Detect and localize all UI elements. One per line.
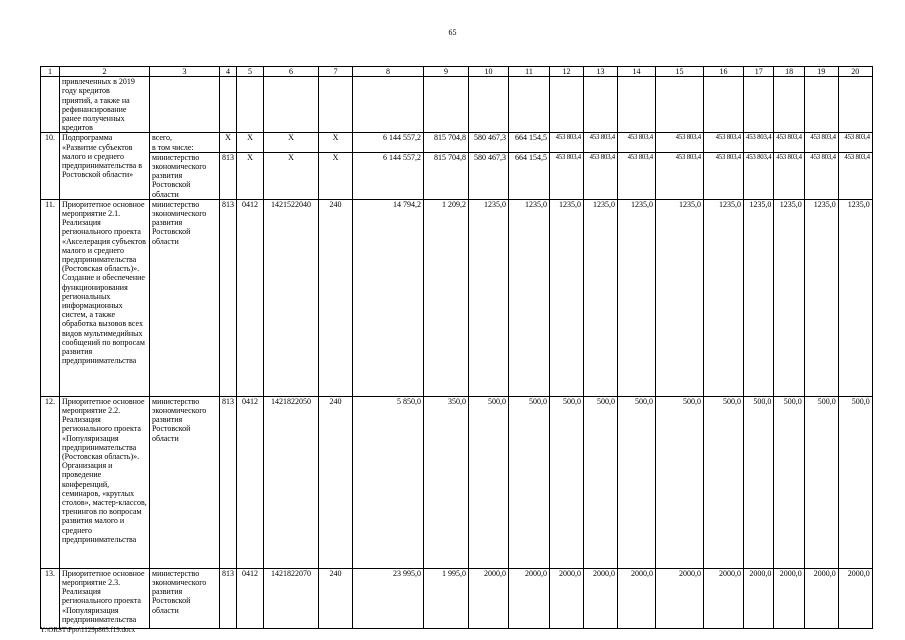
amount-cell: 453 803,4 [704,152,744,199]
column-header: 19 [804,67,838,77]
amount-cell: 1235,0 [618,199,656,396]
code-cell: X [220,133,237,152]
amount-cell: 500,0 [704,396,744,568]
code-cell: 813 [220,199,237,396]
code-cell: X [264,133,319,152]
program-name-cell: Приоритетное основное мероприятие 2.2. Реализация регионального проекта «Популяризация предпринимательства (Ростовская область)». Организация и проведение конференций, семинаров, «круглых столов», мастер-классов, тренингов по вопросам развития малого и среднего предпринимательства [60,396,150,568]
column-header: 12 [550,67,584,77]
table-cell [509,77,550,133]
table-cell [804,77,838,133]
table-cell [584,77,618,133]
code-cell: 240 [319,396,353,568]
amount-cell: 14 794,2 [353,199,424,396]
amount-cell: 1235,0 [838,199,872,396]
column-header: 4 [220,67,237,77]
column-header: 2 [60,67,150,77]
amount-cell: 500,0 [656,396,704,568]
amount-cell: 2000,0 [509,568,550,628]
amount-cell: 2000,0 [838,568,872,628]
amount-cell: 1 209,2 [424,199,469,396]
amount-cell: 1 995,0 [424,568,469,628]
amount-cell: 500,0 [774,396,804,568]
amount-cell: 453 803,4 [744,133,774,152]
amount-cell: 1235,0 [509,199,550,396]
amount-cell: 453 803,4 [550,133,584,152]
code-cell: 240 [319,568,353,628]
code-cell: 813 [220,568,237,628]
amount-cell: 500,0 [584,396,618,568]
code-cell: X [237,133,264,152]
amount-cell: 2000,0 [774,568,804,628]
amount-cell: 350,0 [424,396,469,568]
amount-cell: 664 154,5 [509,152,550,199]
table-cell [656,77,704,133]
amount-cell: 500,0 [509,396,550,568]
table-row [41,568,873,628]
amount-cell: 1235,0 [584,199,618,396]
continuation-row [41,77,873,133]
code-cell: 1421822050 [264,396,319,568]
amount-cell: 453 803,4 [584,133,618,152]
executor-cell: министерство экономического развития Ростовской области [150,152,220,199]
amount-cell: 2000,0 [744,568,774,628]
amount-cell: 453 803,4 [584,152,618,199]
amount-cell: 2000,0 [550,568,584,628]
executor-cell: министерство экономического развития Ростовской области [150,199,220,396]
code-cell: X [264,152,319,199]
table-cell [150,77,220,133]
code-cell: 0412 [237,568,264,628]
column-header: 6 [264,67,319,77]
code-cell: 1421522040 [264,199,319,396]
table-cell [744,77,774,133]
executor-cell: всего, в том числе: [150,133,220,152]
code-cell: X [319,152,353,199]
amount-cell: 453 803,4 [804,133,838,152]
amount-cell: 1235,0 [656,199,704,396]
amount-cell: 500,0 [804,396,838,568]
amount-cell: 453 803,4 [656,133,704,152]
column-header: 16 [704,67,744,77]
executor-cell: министерство экономического развития Ростовской области [150,568,220,628]
amount-cell: 453 803,4 [618,133,656,152]
row-number: 10. [41,133,60,199]
amount-cell: 453 803,4 [618,152,656,199]
amount-cell: 500,0 [618,396,656,568]
column-header: 5 [237,67,264,77]
amount-cell: 500,0 [550,396,584,568]
program-name-cell: Приоритетное основное мероприятие 2.1. Реализация регионального проекта «Акселерация субъектов малого и среднего предпринимательства (Ростовская область)». Создание и обеспечение функционирования региональных информационных систем, а также обработка вызовов всех видов мультимедийных сообщений по вопросам развития предпринимательства [60,199,150,396]
column-header: 7 [319,67,353,77]
footer-file-path: Y:\ORST\Ppo\1129p865.f19.docx [40,626,136,634]
column-header: 17 [744,67,774,77]
amount-cell: 580 467,3 [469,152,509,199]
amount-cell: 500,0 [838,396,872,568]
table-row [41,396,873,568]
amount-cell: 664 154,5 [509,133,550,152]
column-header: 13 [584,67,618,77]
amount-cell: 6 144 557,2 [353,133,424,152]
column-header: 11 [509,67,550,77]
amount-cell: 2000,0 [704,568,744,628]
column-header: 9 [424,67,469,77]
code-cell: 0412 [237,199,264,396]
row-number: 11. [41,199,60,396]
amount-cell: 453 803,4 [838,133,872,152]
amount-cell: 453 803,4 [838,152,872,199]
table-cell [220,77,237,133]
row-number: 13. [41,568,60,628]
amount-cell: 1235,0 [704,199,744,396]
table-cell [41,77,60,133]
executor-cell: министерство экономического развития Ростовской области [150,396,220,568]
table-cell [550,77,584,133]
amount-cell: 580 467,3 [469,133,509,152]
table-cell [264,77,319,133]
column-header: 18 [774,67,804,77]
amount-cell: 815 704,8 [424,133,469,152]
amount-cell: 5 850,0 [353,396,424,568]
amount-cell: 1235,0 [744,199,774,396]
amount-cell: 1235,0 [774,199,804,396]
table-cell [353,77,424,133]
table-header-row [41,67,873,77]
amount-cell: 453 803,4 [704,133,744,152]
amount-cell: 453 803,4 [744,152,774,199]
table-cell [424,77,469,133]
amount-cell: 815 704,8 [424,152,469,199]
code-cell: 813 [220,396,237,568]
table-cell [838,77,872,133]
amount-cell: 2000,0 [656,568,704,628]
code-cell: 240 [319,199,353,396]
amount-cell: 453 803,4 [550,152,584,199]
amount-cell: 2000,0 [618,568,656,628]
amount-cell: 1235,0 [469,199,509,396]
row-number: 12. [41,396,60,568]
amount-cell: 2000,0 [804,568,838,628]
code-cell: X [319,133,353,152]
budget-table [40,66,873,629]
code-cell: 813 [220,152,237,199]
code-cell: 0412 [237,396,264,568]
amount-cell: 453 803,4 [774,152,804,199]
amount-cell: 453 803,4 [656,152,704,199]
table-cell [237,77,264,133]
amount-cell: 2000,0 [584,568,618,628]
code-cell: X [237,152,264,199]
column-header: 10 [469,67,509,77]
amount-cell: 23 995,0 [353,568,424,628]
amount-cell: 453 803,4 [804,152,838,199]
amount-cell: 500,0 [744,396,774,568]
table-cell [618,77,656,133]
table-row [41,133,873,152]
table-cell [469,77,509,133]
code-cell: 1421822070 [264,568,319,628]
table-row [41,199,873,396]
table-cell [319,77,353,133]
program-name-cell: Приоритетное основное мероприятие 2.3. Реализация регионального проекта «Популяризация предпринимательства [60,568,150,628]
column-header: 8 [353,67,424,77]
amount-cell: 6 144 557,2 [353,152,424,199]
amount-cell: 2000,0 [469,568,509,628]
amount-cell: 500,0 [469,396,509,568]
column-header: 20 [838,67,872,77]
column-header: 1 [41,67,60,77]
column-header: 3 [150,67,220,77]
column-header: 14 [618,67,656,77]
page-number: 65 [448,28,457,37]
table-row [41,152,873,199]
table-cell [774,77,804,133]
table-cell [704,77,744,133]
amount-cell: 1235,0 [804,199,838,396]
column-header: 15 [656,67,704,77]
amount-cell: 1235,0 [550,199,584,396]
program-name-cell: привлеченных в 2019 году кредитов приятий, а также на рефинансирование ранее полученных кредитов [60,77,150,133]
amount-cell: 453 803,4 [774,133,804,152]
program-name-cell: Подпрограмма «Развитие субъектов малого и среднего предпринимательства в Ростовской области» [60,133,150,199]
